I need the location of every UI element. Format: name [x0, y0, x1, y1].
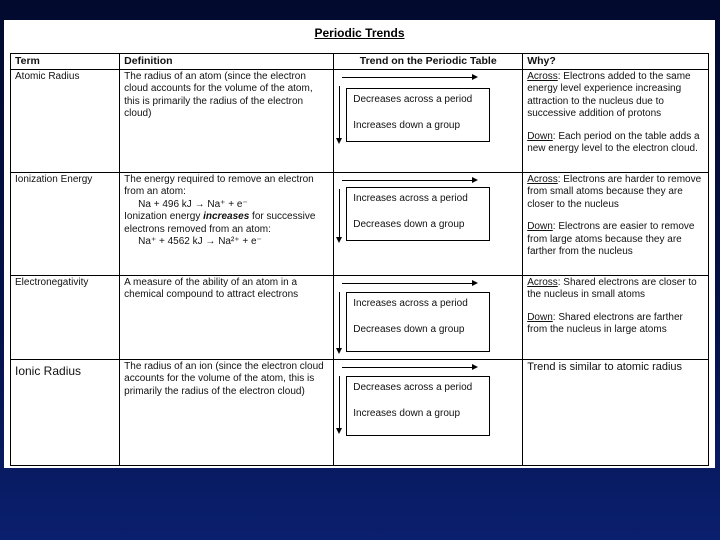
- why-across-label: Across: [527, 70, 558, 82]
- term-cell: Electronegativity: [11, 275, 120, 359]
- why-cell: Trend is similar to atomic radius: [523, 359, 709, 465]
- trend-down: Increases down a group: [353, 119, 460, 131]
- trend-cell: [334, 69, 523, 172]
- why-across-label: Across: [527, 276, 558, 288]
- why-cell: [523, 69, 709, 172]
- header-definition: Definition: [120, 54, 334, 70]
- table-row: [11, 172, 709, 275]
- trend-across: Decreases across a period: [353, 93, 473, 105]
- term-cell: Atomic Radius: [11, 69, 120, 172]
- trend-across: Decreases across a period: [353, 381, 473, 393]
- page-title: Periodic Trends: [314, 26, 405, 40]
- arrow-right-icon: [342, 283, 472, 284]
- arrow-down-icon: [339, 189, 340, 237]
- table-row: [11, 69, 709, 172]
- why-down-text: : Electrons are easier to remove from large atoms because they are farther from the nucleus: [527, 221, 695, 257]
- arrow-down-icon: [339, 86, 340, 138]
- why-down-label: Down: [527, 221, 553, 232]
- document-page: [4, 20, 715, 468]
- definition-cell: The energy required to remove an electron from an atom: Na + 496 kJ → Na⁺ + e⁻ Ionization energy increases for successive electrons removed from an atom: Na⁺ + 4562 kJ → Na²⁺ + e⁻: [120, 172, 334, 275]
- table-row: [11, 275, 709, 359]
- term-cell: Ionic Radius: [11, 359, 120, 465]
- equation-2: Na⁺ + 4562 kJ → Na²⁺ + e⁻: [138, 236, 262, 247]
- trend-down: Decreases down a group: [353, 323, 465, 335]
- trend-across: Increases across a period: [353, 192, 468, 204]
- trend-down: Increases down a group: [353, 407, 460, 419]
- definition-cell: A measure of the ability of an atom in a chemical compound to attract electrons: [120, 275, 334, 359]
- equation-1: Na + 496 kJ → Na⁺ + e⁻: [138, 198, 248, 210]
- term-cell: Ionization Energy: [11, 172, 120, 275]
- arrow-right-icon: [342, 180, 472, 181]
- why-down-text: : Each period on the table adds a new energy level to the electron cloud.: [527, 130, 700, 154]
- header-term: Term: [11, 54, 120, 70]
- header-why: Why?: [523, 54, 709, 70]
- why-down-label: Down: [527, 130, 553, 142]
- table-row: [11, 359, 709, 465]
- trend-cell: [334, 172, 523, 275]
- arrow-right-icon: [342, 367, 472, 368]
- why-across-text: : Electrons are harder to remove from small atoms because they are closer to the nucleus: [527, 173, 702, 210]
- trend-box: [346, 187, 490, 241]
- trend-cell: [334, 275, 523, 359]
- header-trend: Trend on the Periodic Table: [334, 54, 523, 70]
- why-down-label: Down: [527, 311, 553, 323]
- why-cell: [523, 275, 709, 359]
- arrow-down-icon: [339, 376, 340, 428]
- arrow-down-icon: [339, 292, 340, 348]
- trend-box: [346, 376, 490, 436]
- why-across-text: : Electrons added to the same energy level experience increasing attraction to the nucleus due to successive addition of protons: [527, 70, 691, 119]
- trend-down: Decreases down a group: [353, 218, 465, 230]
- why-across-text: : Shared electrons are closer to the nucleus in small atoms: [527, 276, 697, 300]
- why-across-label: Across: [527, 173, 558, 185]
- trend-box: [346, 292, 490, 352]
- arrow-right-icon: [342, 77, 472, 78]
- why-down-text: : Shared electrons are farther from the nucleus in large atoms: [527, 311, 683, 335]
- why-cell: [523, 172, 709, 275]
- trend-cell: [334, 359, 523, 465]
- trend-box: [346, 88, 490, 142]
- definition-cell: The radius of an atom (since the electron cloud accounts for the volume of the atom, this is primarily the radius of the electron cloud): [120, 69, 334, 172]
- trend-across: Increases across a period: [353, 297, 468, 309]
- definition-cell: The radius of an ion (since the electron cloud accounts for the volume of the atom, this is primarily the radius of the electron cloud): [120, 359, 334, 465]
- periodic-trends-table: [10, 53, 709, 466]
- table-header-row: [11, 54, 709, 70]
